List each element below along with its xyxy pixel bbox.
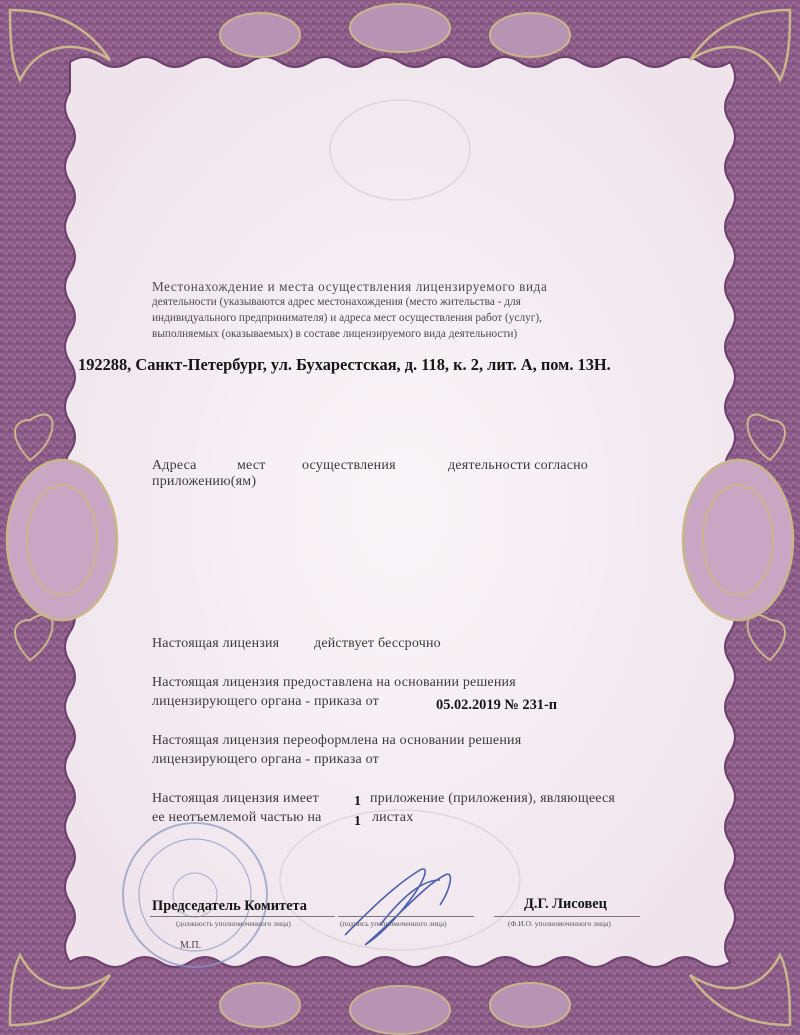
appendix-word-4: деятельности согласно — [448, 458, 588, 473]
reissued-line-2: лицензирующего органа - приказа от — [152, 752, 379, 767]
location-line-2: индивидуального предпринимателя) и адреса мест осуществления работ (услуг), — [152, 312, 542, 324]
licensee-address: 192288, Санкт-Петербург, ул. Бухарестская, д. 118, к. 2, лит. А, пом. 13Н. — [78, 355, 611, 374]
reissued-line-1: Настоящая лицензия переоформлена на основании решения — [152, 733, 522, 748]
seal-mark: М.П. — [180, 940, 202, 951]
location-heading: Местонахождение и места осуществления лицензируемого вида — [152, 279, 548, 294]
validity-value: действует бессрочно — [314, 636, 441, 651]
position-caption: (должность уполномоченного лица) — [176, 919, 291, 928]
attachments-count: 1 — [354, 794, 361, 809]
attachments-sheets: 1 — [354, 814, 361, 829]
signature-caption: (подпись уполномоченного лица) — [340, 919, 447, 928]
attachments-line-2-suffix: листах — [372, 810, 414, 825]
signature-underline — [338, 916, 474, 917]
appendix-word-1: Адреса — [152, 458, 197, 473]
validity-label: Настоящая лицензия — [152, 636, 280, 651]
granted-order: 05.02.2019 № 231-п — [436, 697, 558, 713]
appendix-line-2: приложению(ям) — [152, 474, 257, 489]
signatory-name: Д.Г. Лисовец — [524, 896, 607, 912]
attachments-line-1-prefix: Настоящая лицензия имеет — [152, 791, 319, 806]
position-underline — [150, 916, 335, 917]
granted-line-1: Настоящая лицензия предоставлена на основании решения — [152, 675, 516, 690]
attachments-line-2-prefix: ее неотъемлемой частью на — [152, 810, 322, 825]
location-line-1: деятельности (указываются адрес местонахождения (место жительства - для — [152, 296, 521, 308]
granted-line-2: лицензирующего органа - приказа от — [152, 694, 379, 709]
appendix-word-2: мест — [237, 458, 266, 473]
name-underline — [494, 916, 640, 917]
attachments-line-1-suffix: приложение (приложения), являющееся — [370, 791, 616, 806]
appendix-word-3: осуществления — [302, 458, 396, 473]
signatory-position: Председатель Комитета — [152, 898, 307, 914]
location-line-3: выполняемых (оказываемых) в составе лицензируемого вида деятельности) — [152, 328, 518, 340]
name-caption: (Ф.И.О. уполномоченного лица) — [508, 919, 611, 928]
